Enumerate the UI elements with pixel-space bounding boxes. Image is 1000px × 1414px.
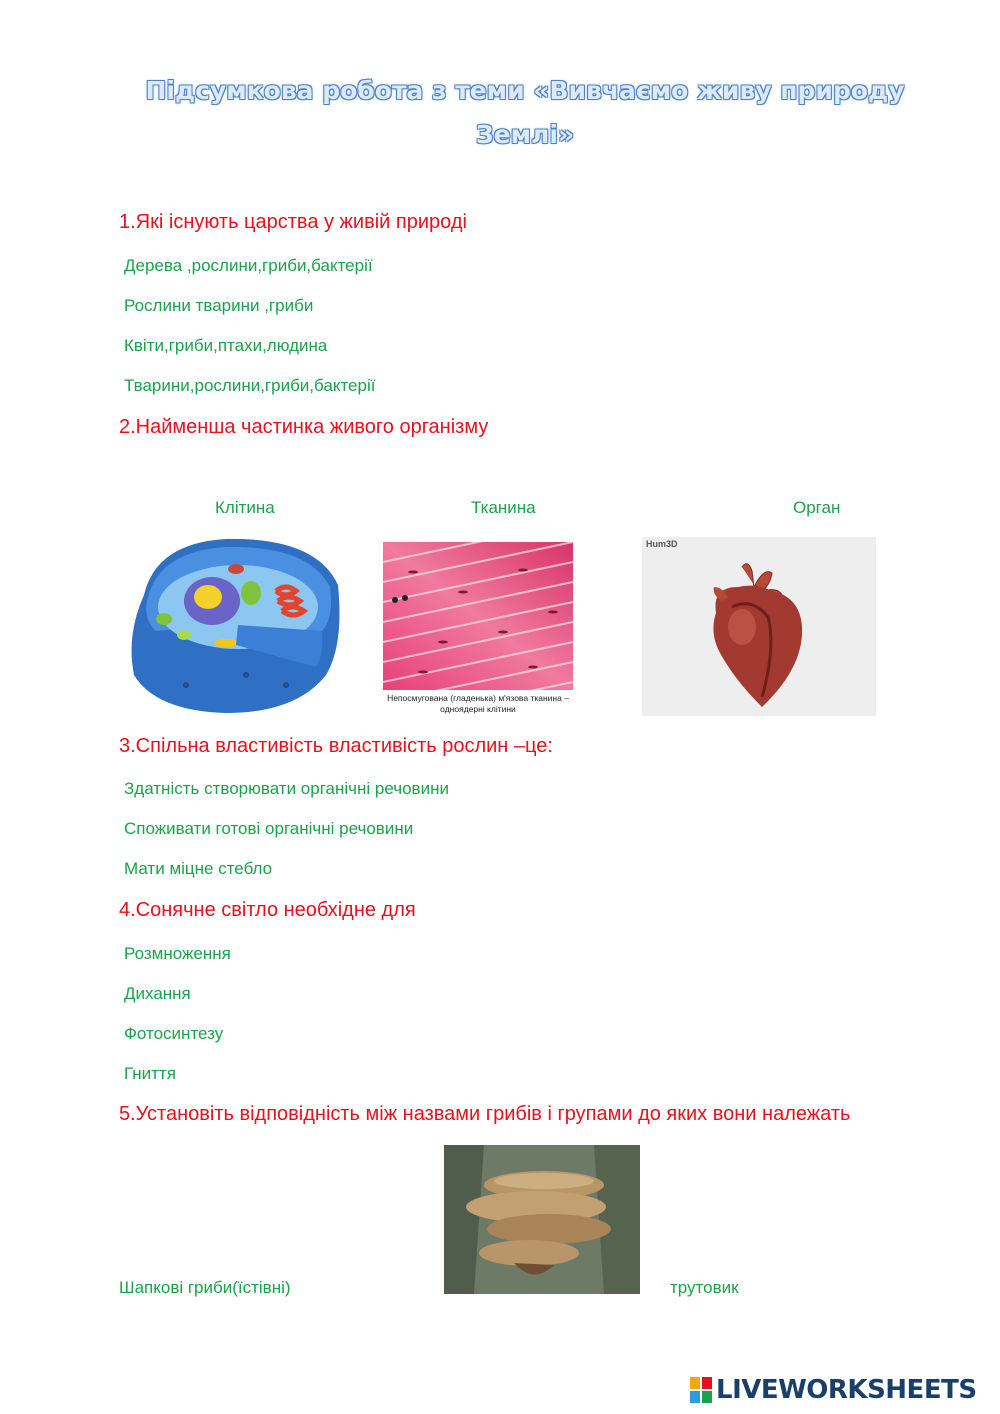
q5-right-label[interactable]: трутовик: [670, 1278, 739, 1297]
q3-option-2[interactable]: Споживати готові органічні речовини: [124, 819, 414, 838]
worksheet-title-line2: Землі»: [475, 120, 575, 149]
tissue-caption-line1: Непосмугована (гладенька) м'язова тканина –: [387, 693, 569, 703]
liveworksheets-logo[interactable]: [690, 1374, 977, 1406]
q2-option-cell[interactable]: Клітина: [215, 498, 275, 517]
question-1: 1.Які існують царства у живій природі: [119, 211, 467, 233]
heart-watermark: Hum3D: [646, 539, 678, 549]
q1-option-2[interactable]: Рослини тварини ,гриби: [124, 296, 314, 315]
q5-left-label[interactable]: Шапкові гриби(їстівні): [119, 1278, 291, 1297]
q4-option-3[interactable]: Фотосинтезу: [124, 1024, 224, 1043]
question-3: 3.Спільна властивість властивість рослин –це:: [119, 735, 553, 757]
q3-option-1[interactable]: Здатність створювати органічні речовини: [124, 779, 449, 798]
worksheet-title-line1: Підсумкова робота з теми «Вивчаємо живу природу: [145, 76, 905, 105]
q1-option-3[interactable]: Квіти,гриби,птахи,людина: [124, 336, 328, 355]
muscle-tissue-image: [383, 542, 573, 690]
question-2: 2.Найменша частинка живого організму: [119, 416, 489, 438]
tissue-caption-line2: одноядерні клітини: [440, 704, 516, 714]
q2-option-tissue[interactable]: Тканина: [471, 498, 536, 517]
animal-cell-image: [126, 535, 346, 715]
question-5: 5.Установіть відповідність між назвами грибів і групами до яких вони належать: [119, 1103, 851, 1125]
liveworksheets-logo-icon: [690, 1377, 712, 1403]
heart-image: [702, 557, 812, 712]
q4-option-1[interactable]: Розмноження: [124, 944, 231, 963]
q4-option-4[interactable]: Гниття: [124, 1064, 176, 1083]
q1-option-1[interactable]: Дерева ,рослини,гриби,бактерії: [124, 256, 373, 275]
heart-image-frame: [642, 537, 876, 716]
q3-option-3[interactable]: Мати міцне стебло: [124, 859, 273, 878]
q4-option-2[interactable]: Дихання: [124, 984, 191, 1003]
question-4: 4.Сонячне світло необхідне для: [119, 899, 416, 921]
liveworksheets-logo-text: LIVEWORKSHEETS: [716, 1375, 977, 1405]
q1-option-4[interactable]: Тварини,рослини,гриби,бактерії: [124, 376, 376, 395]
bracket-fungus-image: [444, 1145, 640, 1294]
q2-option-organ[interactable]: Орган: [793, 498, 841, 517]
